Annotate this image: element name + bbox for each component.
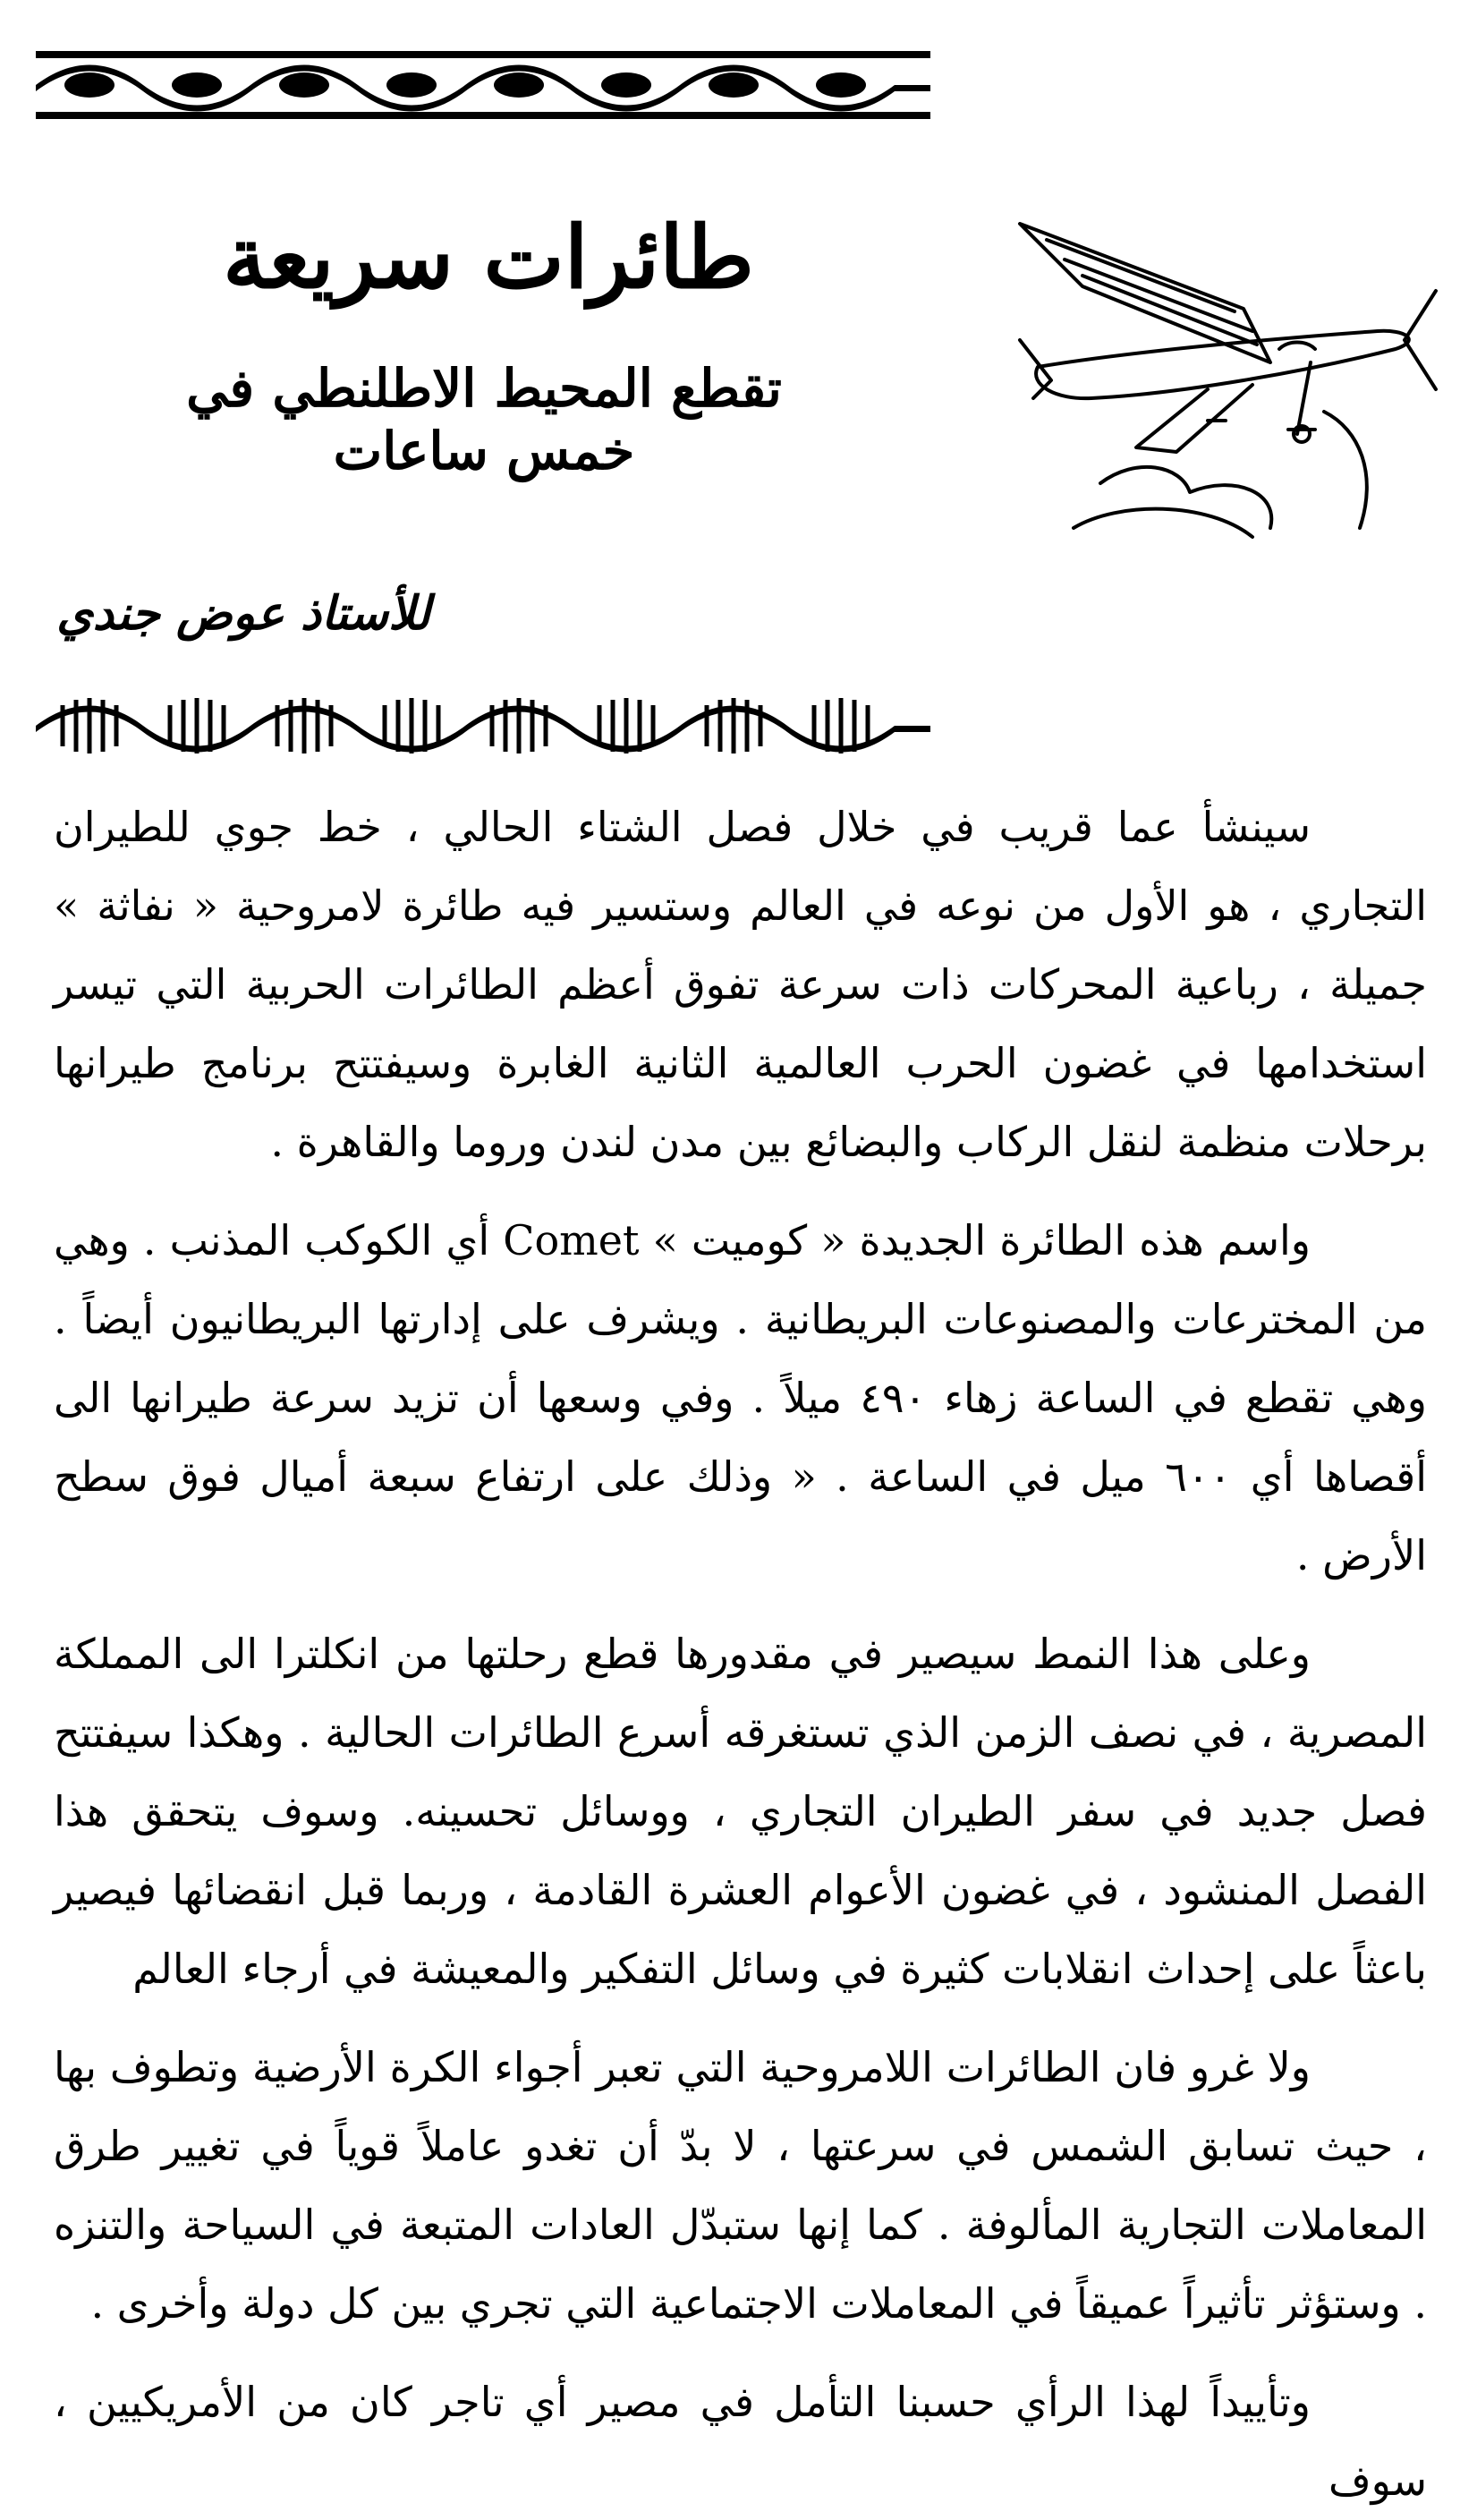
ornament-band	[36, 687, 930, 764]
article-author: للأستاذ عوض جندي	[56, 586, 430, 641]
article-body	[54, 788, 1427, 2520]
paragraph-2: واسم هذه الطائرة الجديدة « كوميت » Comet أي الكوكب المذنب . وهي من المخترعات والمصنوعات البريطانية . ويشرف على إدارتها البريطانيون أيضاً . وهي تقطع في الساعة زهاء ٤٩٠ ميلاً . وفي وسعها أن تزيد سرعة طيرانها الى أقصاها أي ٦٠٠ ميل في الساعة . « وذلك على ارتفاع سبعة أميال فوق سطح الأرض .	[54, 1216, 1428, 1579]
paragraph-1: سينشأ عما قريب في خلال فصل الشتاء الحالي ، خط جوي للطيران التجاري ، هو الأول من نوعه في العالم وستسير فيه طائرة لامروحية « نفاثة » جميلة ، رباعية المحركات ذات سرعة تفوق أعظم الطائرات الحربية التي تيسر استخدامها في غضون الحرب العالمية الثانية الغابرة وسيفتتح برنامج طيرانها برحلات منظمة لنقل الركاب والبضائع بين مدن لندن وروما والقاهرة .	[54, 803, 1427, 1166]
ornament-band	[36, 47, 930, 123]
paragraph-3: وعلى هذا النمط سيصير في مقدورها قطع رحلتها من انكلترا الى المملكة المصرية ، في نصف الزمن الذي تستغرقه أسرع الطائرات الحالية . وهكذا سيفتتح فصل جديد في سفر الطيران التجاري ، ووسائل تحسينه. وسوف يتحقق هذا الفصل المنشود ، في غضون الأعوام العشرة القادمة ، وربما قبل انقضائها فيصير باعثاً على إحداث انقلابات كثيرة في وسائل التفكير والمعيشة في أرجاء العالم	[54, 1630, 1427, 1993]
decorative-border-top	[36, 47, 930, 123]
article-subtitle: تقطع المحيط الاطلنطي في خمس ساعات	[186, 358, 782, 481]
airplane-illustration	[984, 206, 1449, 564]
paragraph-4: ولا غرو فان الطائرات اللامروحية التي تعبر أجواء الكرة الأرضية وتطوف بها ، حيث تسابق الشمس في سرعتها ، لا بدّ أن تغدو عاملاً قوياً في تغيير طرق المعاملات التجارية المألوفة . كما إنها ستبدّل العادات المتبعة في السياحة والتنزه . وستؤثر تأثيراً عميقاً في المعاملات الاجتماعية التي تجري بين كل دولة وأخرى .	[54, 2043, 1427, 2328]
paragraph-5: وتأييداً لهذا الرأي حسبنا التأمل في مصير أي تاجر كان من الأمريكيين ، سوف	[54, 2378, 1427, 2505]
decorative-border-bottom	[36, 687, 930, 764]
airplane-icon	[984, 206, 1449, 564]
article-title: طائرات سريعة	[223, 207, 754, 308]
